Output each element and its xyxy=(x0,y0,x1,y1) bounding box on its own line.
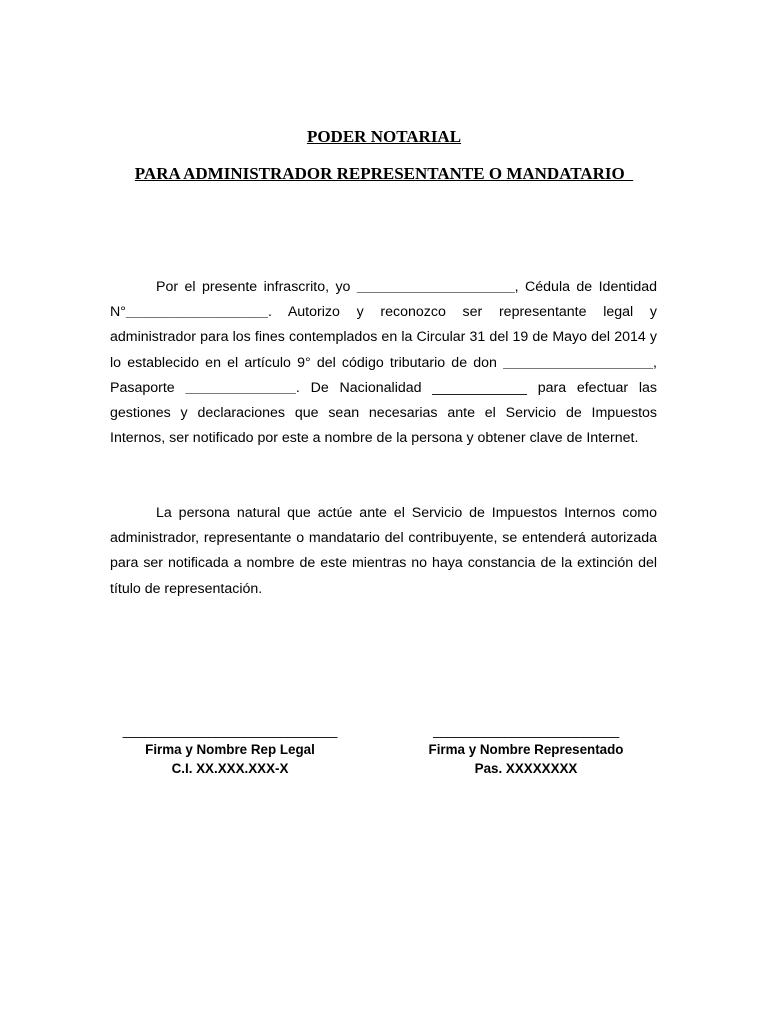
document-subtitle: PARA ADMINISTRADOR REPRESENTANTE O MANDATARIO xyxy=(134,164,634,183)
para1-text-5: . De Nacionalidad xyxy=(295,379,433,396)
signature-block-represented xyxy=(410,721,642,778)
don-name-blank: ___________________ xyxy=(503,354,654,371)
signature-block-legal-rep xyxy=(110,721,350,778)
authorization-paragraph xyxy=(110,275,657,451)
signature-label-right: Firma y Nombre Representado xyxy=(428,742,624,757)
nationality-blank: ____________ xyxy=(432,379,527,396)
para1-text-6: para efectuar las gestiones y declaraciones que sean necesarias ante el Servicio de Impuestos Internos, ser notificado por este a nombre de la persona y obtener clave de Internet. xyxy=(110,379,657,447)
signature-id-right: Pas. XXXXXXXX xyxy=(474,761,578,776)
para1-text-1: Por el presente infrascrito, yo xyxy=(156,279,357,295)
notification-paragraph xyxy=(110,501,657,602)
id-number-blank: __________________ xyxy=(125,304,268,321)
para1-text-2: , Cédula de Identidad N° xyxy=(110,279,657,321)
signature-line-left: ______________________________ xyxy=(122,723,338,738)
passport-blank: ______________ xyxy=(185,379,296,396)
signature-id-left: C.I. XX.XXX.XXX-X xyxy=(171,761,289,776)
document-title: PODER NOTARIAL xyxy=(306,127,462,146)
para1-text-4: , Pasaporte xyxy=(110,354,657,396)
name-blank: ____________________ xyxy=(356,279,515,295)
signature-label-left: Firma y Nombre Rep Legal xyxy=(145,742,315,757)
para2-text: La persona natural que actúe ante el Servicio de Impuestos Internos como administrador, representante o mandatario del contribuyente, se entenderá autorizada para ser notificada a nombre de este mientras no haya constancia de la extinción del título de representación. xyxy=(110,505,657,597)
signature-line-right: __________________________ xyxy=(433,723,619,738)
para1-text-3: . Autorizo y reconozco ser representante legal y administrador para los fines contemplados en la Circular 31 del 19 de Mayo del 2014 y lo establecido en el artículo 9° del código tributario de don xyxy=(110,304,657,371)
